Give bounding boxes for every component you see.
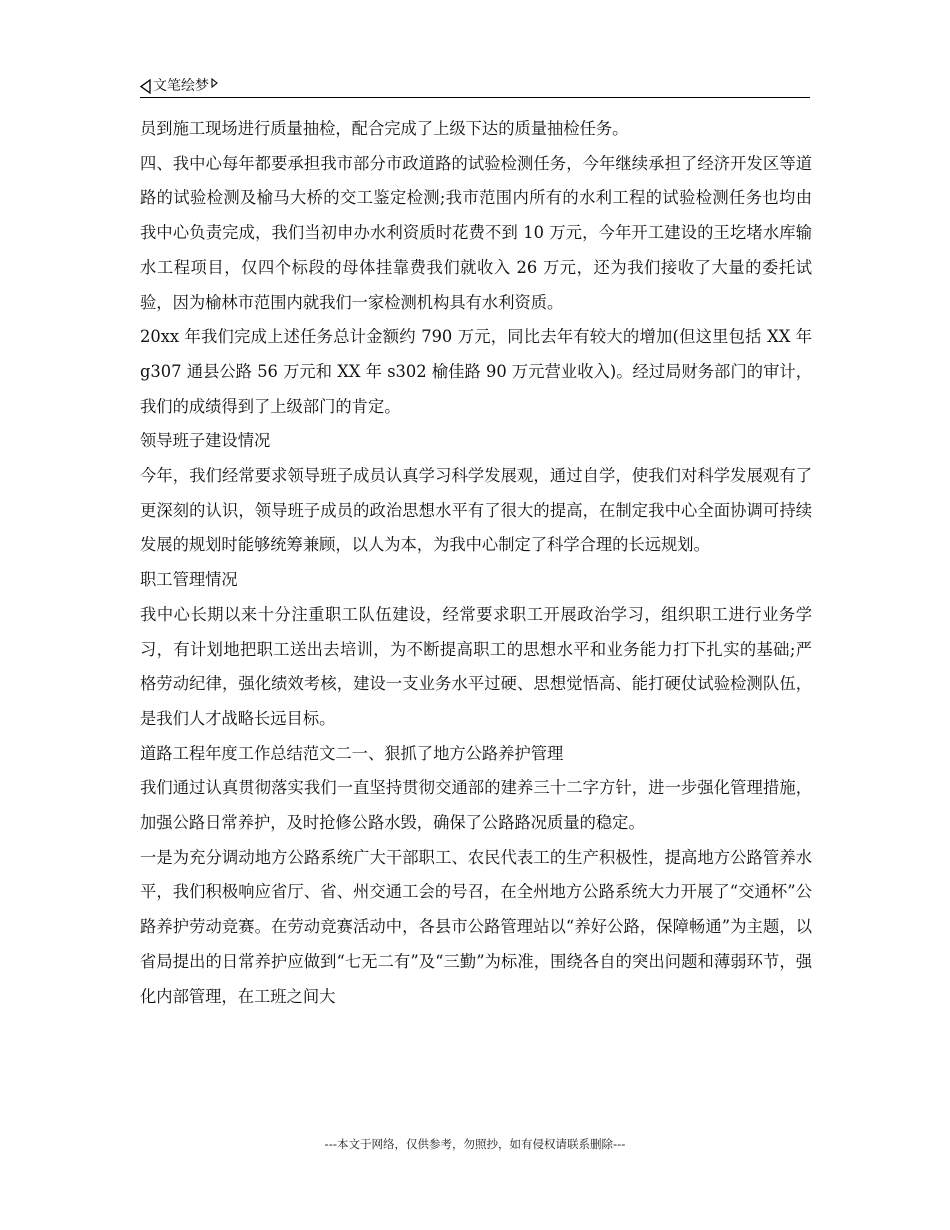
paragraph: 员到施工现场进行质量抽检，配合完成了上级下达的质量抽检任务。	[140, 119, 629, 138]
header-title: 文笔绘梦	[153, 78, 209, 94]
triangle-left-icon	[140, 79, 151, 94]
section-heading: 领导班子建设情况	[140, 431, 271, 451]
paragraph: 四、我中心每年都要承担我市部分市政道路的试验检测任务，今年继续承担了经济开发区等道路的试验检测及榆马大桥的交工鉴定检测;我市范围内所有的水利工程的试验检测任务也均由我中心负责完成，我们当初申办水利资质时花费不到 10 万元，今年开工建设的王圪堵水库输水工程项目，仅四个标段的母体挂靠费我们就收入 26 万元，还为我们接收了大量的委托试验，因为榆林市范围内就我们一家检测机构具有水利资质。	[140, 153, 812, 312]
page-footer: ---本文于网络，仅供参考，勿照抄，如有侵权请联系删除---	[324, 1137, 626, 1151]
paragraph: 我们通过认真贯彻落实我们一直坚持贯彻交通部的建养三十二字方针，进一步强化管理措施，加强公路日常养护，及时抢修公路水毁，确保了公路路况质量的稳定。	[140, 778, 812, 833]
paragraph: 一是为充分调动地方公路系统广大干部职工、农民代表工的生产积极性，提高地方公路管养水平，我们积极响应省厅、省、州交通工会的号召，在全州地方公路系统大力开展了“交通杯”公路养护劳动竞赛。在劳动竞赛活动中，各县市公路管理站以“养好公路，保障畅通”为主题，以省局提出的日常养护应做到“七无二有”及“三勤”为标准，围绕各自的突出问题和薄弱环节，强化内部管理，在工班之间大	[140, 847, 812, 1006]
triangle-right-icon	[211, 78, 218, 88]
section-heading: 职工管理情况	[140, 570, 238, 590]
paragraph: 今年，我们经常要求领导班子成员认真学习科学发展观，通过自学，使我们对科学发展观有了更深刻的认识，领导班子成员的政治思想水平有了很大的提高，在制定我中心全面协调可持续发展的规划时能够统筹兼顾，以人为本，为我中心制定了科学合理的长远规划。	[140, 466, 812, 555]
document-body	[140, 112, 812, 1014]
paragraph: 我中心长期以来十分注重职工队伍建设，经常要求职工开展政治学习，组织职工进行业务学习，有计划地把职工送出去培训，为不断提高职工的思想水平和业务能力打下扎实的基础;严格劳动纪律，强化绩效考核，建设一支业务水平过硬、思想觉悟高、能打硬仗试验检测队伍，是我们人才战略长远目标。	[140, 604, 812, 728]
paragraph: 20xx 年我们完成上述任务总计金额约 790 万元，同比去年有较大的增加(但这里包括 XX 年 g307 通县公路 56 万元和 XX 年 s302 榆佳路 90 万元营业收入)。经过局财务部门的审计，我们的成绩得到了上级部门的肯定。	[140, 327, 812, 416]
section-heading: 道路工程年度工作总结范文二一、狠抓了地方公路养护管理	[140, 743, 564, 763]
page-header	[140, 73, 810, 98]
